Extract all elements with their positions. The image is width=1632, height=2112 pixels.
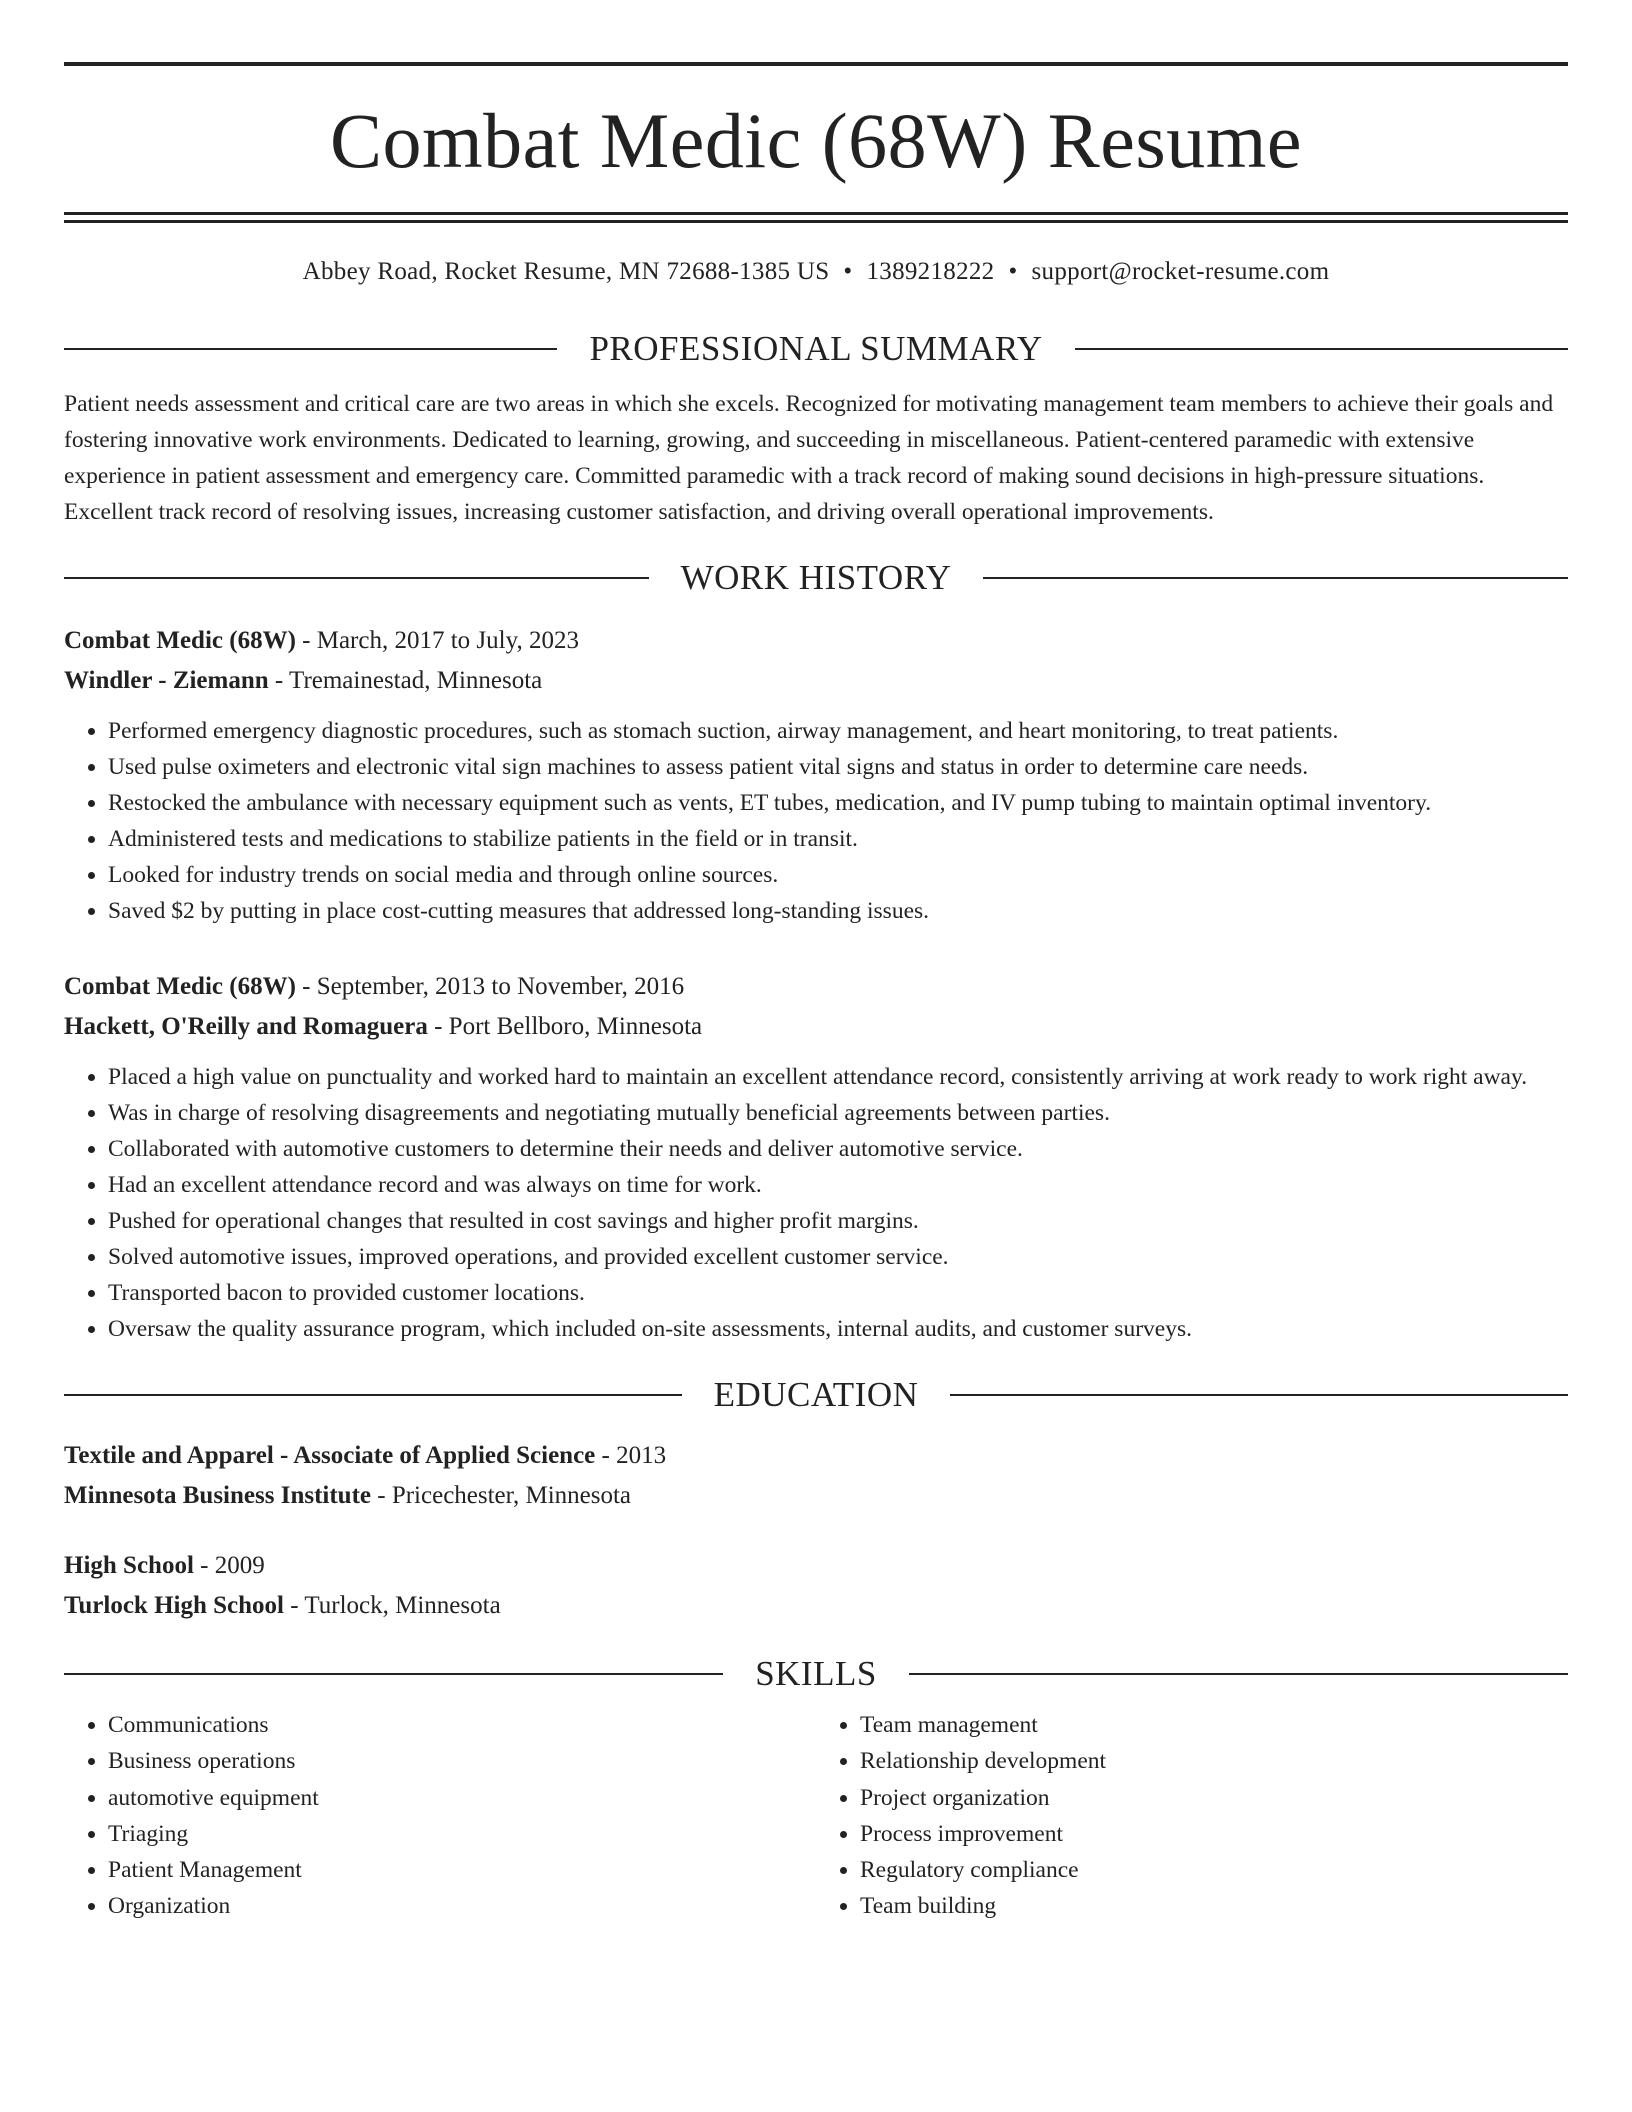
job-entry — [64, 967, 1568, 1347]
education-entry — [64, 1546, 1568, 1626]
section-header-summary — [64, 331, 1568, 366]
section-rule-right — [950, 1394, 1568, 1396]
skills-list-right — [816, 1707, 1568, 1925]
job-bullet: • Had an excellent attendance record and was always on time for work. — [108, 1167, 1568, 1203]
education-school: Minnesota Business Institute — [64, 1482, 371, 1509]
job-bullet-list — [64, 713, 1568, 929]
education-school: Turlock High School — [64, 1592, 284, 1619]
job-bullet: • Looked for industry trends on social media and through online sources. — [108, 857, 1568, 893]
job-bullet: • Was in charge of resolving disagreements and negotiating mutually beneficial agreements between parties. — [108, 1095, 1568, 1131]
job-title: Combat Medic (68W) — [64, 973, 296, 1000]
section-header-education — [64, 1377, 1568, 1412]
section-header-skills — [64, 1656, 1568, 1691]
section-rule-left — [64, 348, 557, 350]
job-bullet: • Performed emergency diagnostic procedures, such as stomach suction, airway management, and heart monitoring, to treat patients. — [108, 713, 1568, 749]
job-location: - Tremainestad, Minnesota — [268, 667, 543, 694]
resume-title: Combat Medic (68W) Resume — [329, 97, 1303, 184]
skill-item: • Communications — [108, 1707, 816, 1743]
job-bullet: • Administered tests and medications to stabilize patients in the field or in transit. — [108, 821, 1568, 857]
skill-item: • Team building — [860, 1888, 1568, 1924]
contact-phone: 1389218222 — [866, 258, 995, 285]
job-bullet: • Restocked the ambulance with necessary equipment such as vents, ET tubes, medication, and IV pump tubing to maintain optimal inventory. — [108, 785, 1568, 821]
job-bullet: • Pushed for operational changes that resulted in cost savings and higher profit margins. — [108, 1203, 1568, 1239]
job-bullet: • Placed a high value on punctuality and worked hard to maintain an excellent attendance record, consistently arriving at work ready to work right away. — [108, 1059, 1568, 1095]
contact-line — [64, 257, 1568, 287]
job-title-line — [64, 621, 1568, 661]
contact-address: Abbey Road, Rocket Resume, MN 72688-1385 US — [302, 258, 830, 285]
education-degree: High School — [64, 1552, 194, 1579]
skill-item: • Relationship development — [860, 1743, 1568, 1779]
section-title-work-history: WORK HISTORY — [680, 558, 952, 597]
skills-columns — [64, 1707, 1568, 1925]
skill-item: • Process improvement — [860, 1816, 1568, 1852]
contact-separator: • — [843, 258, 853, 285]
education-location: - Turlock, Minnesota — [283, 1592, 501, 1619]
education-school-line — [64, 1586, 1568, 1626]
education-location: - Pricechester, Minnesota — [371, 1482, 632, 1509]
education-degree-line — [64, 1436, 1568, 1476]
section-rule-left — [64, 1394, 682, 1396]
summary-text: Patient needs assessment and critical care are two areas in which she excels. Recognized for motivating management team members to achieve their goals and fostering innovative work environments. Dedicated to learning, growing, and succeeding in miscellaneous. Patient-centered paramedic with extensive experience in patient assessment and emergency care. Committed paramedic with a track record of making sound decisions in high-pressure situations. Excellent track record of resolving issues, increasing customer satisfaction, and driving overall operational improvements. — [64, 391, 1554, 525]
education-school-line — [64, 1476, 1568, 1516]
education-entry — [64, 1436, 1568, 1516]
education-degree-line — [64, 1546, 1568, 1586]
contact-email[interactable]: support@rocket-resume.com — [1031, 258, 1330, 285]
job-company-line — [64, 1007, 1568, 1047]
section-rule-left — [64, 577, 649, 579]
top-rule — [64, 62, 1568, 66]
section-rule-right — [909, 1673, 1568, 1675]
job-title-line — [64, 967, 1568, 1007]
job-bullet: • Solved automotive issues, improved operations, and provided excellent customer service. — [108, 1239, 1568, 1275]
skills-list-left — [64, 1707, 816, 1925]
job-dates: - September, 2013 to November, 2016 — [295, 973, 685, 1000]
job-company: Hackett, O'Reilly and Romaguera — [64, 1013, 428, 1040]
job-company: Windler - Ziemann — [64, 667, 269, 694]
section-header-work-history — [64, 560, 1568, 595]
education-degree: Textile and Apparel - Associate of Applied Science — [64, 1442, 596, 1469]
skill-item: • Triaging — [108, 1816, 816, 1852]
skill-item: • Project organization — [860, 1780, 1568, 1816]
section-title-skills: SKILLS — [755, 1654, 877, 1693]
section-rule-right — [1075, 348, 1568, 350]
skill-item: • automotive equipment — [108, 1780, 816, 1816]
education-year: - 2013 — [595, 1442, 667, 1469]
skill-item: • Organization — [108, 1888, 816, 1924]
job-company-line — [64, 661, 1568, 701]
skill-item: • Team management — [860, 1707, 1568, 1743]
skill-item: • Patient Management — [108, 1852, 816, 1888]
job-bullet: • Collaborated with automotive customers to determine their needs and deliver automotive service. — [108, 1131, 1568, 1167]
job-bullet: • Saved $2 by putting in place cost-cutting measures that addressed long-standing issues. — [108, 893, 1568, 929]
section-title-education: EDUCATION — [713, 1375, 919, 1414]
skill-item: • Business operations — [108, 1743, 816, 1779]
job-title: Combat Medic (68W) — [64, 627, 296, 654]
contact-separator: • — [1008, 258, 1018, 285]
job-bullet: • Used pulse oximeters and electronic vital sign machines to assess patient vital signs and status in order to determine care needs. — [108, 749, 1568, 785]
job-bullet: • Transported bacon to provided customer locations. — [108, 1275, 1568, 1311]
section-rule-left — [64, 1673, 723, 1675]
job-location: - Port Bellboro, Minnesota — [427, 1013, 703, 1040]
skill-item: • Regulatory compliance — [860, 1852, 1568, 1888]
job-dates: - March, 2017 to July, 2023 — [295, 627, 579, 654]
education-year: - 2009 — [193, 1552, 265, 1579]
job-entry — [64, 621, 1568, 929]
job-bullet-list — [64, 1059, 1568, 1347]
job-bullet: • Oversaw the quality assurance program, which included on-site assessments, internal audits, and customer surveys. — [108, 1311, 1568, 1347]
section-rule-right — [983, 577, 1568, 579]
section-title-summary: PROFESSIONAL SUMMARY — [589, 329, 1043, 368]
title-double-rule — [64, 212, 1568, 223]
